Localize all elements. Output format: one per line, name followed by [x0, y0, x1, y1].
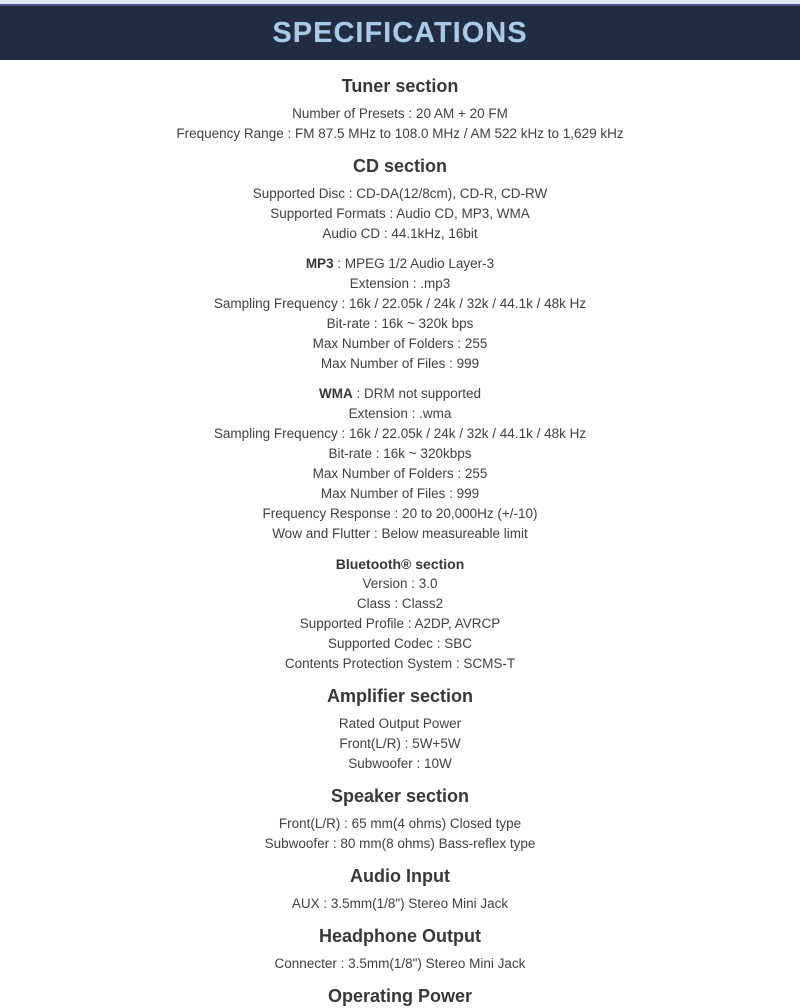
spec-line: Connecter : 3.5mm(1/8") Stereo Mini Jack — [274, 956, 526, 971]
section-heading: Speaker section — [330, 786, 470, 806]
section-heading: Tuner section — [341, 76, 459, 96]
page-header — [0, 0, 800, 60]
spec-line — [0, 254, 800, 274]
spec-line: Extension : .mp3 — [349, 276, 451, 291]
spec-line-text: : DRM not supported — [352, 386, 482, 401]
page-title: SPECIFICATIONS — [272, 16, 528, 49]
spec-line: Rated Output Power — [338, 716, 462, 731]
section-heading: CD section — [352, 156, 448, 176]
spec-line-bold-label: MP3 — [305, 256, 334, 271]
spec-line: Subwoofer : 80 mm(8 ohms) Bass-reflex type — [264, 836, 536, 851]
spec-group — [0, 894, 800, 914]
section-heading: Bluetooth® section — [335, 556, 465, 572]
spec-line: Front(L/R) : 65 mm(4 ohms) Closed type — [278, 816, 522, 831]
spec-line: Max Number of Folders : 255 — [312, 466, 488, 481]
spec-line: Supported Formats : Audio CD, MP3, WMA — [270, 206, 530, 221]
spec-line: Class : Class2 — [356, 596, 444, 611]
spec-line-bold-label: WMA — [318, 386, 353, 401]
section-heading: Operating Power — [327, 986, 473, 1006]
spec-group — [0, 714, 800, 774]
spec-line: Supported Codec : SBC — [327, 636, 473, 651]
spec-group — [0, 574, 800, 674]
spec-line: Audio CD : 44.1kHz, 16bit — [322, 226, 478, 241]
spec-line: Sampling Frequency : 16k / 22.05k / 24k / 32k / 44.1k / 48k Hz — [213, 426, 587, 441]
spec-line: Version : 3.0 — [362, 576, 438, 591]
spec-line: Max Number of Files : 999 — [320, 486, 480, 501]
spec-line: Contents Protection System : SCMS-T — [284, 656, 516, 671]
spec-line: Supported Disc : CD-DA(12/8cm), CD-R, CD-RW — [252, 186, 548, 201]
spec-line: Supported Profile : A2DP, AVRCP — [299, 616, 501, 631]
spec-line: Number of Presets : 20 AM + 20 FM — [292, 106, 508, 121]
spec-line: Bit-rate : 16k ~ 320kbps — [328, 446, 472, 461]
spec-group — [0, 384, 800, 544]
spec-line: Frequency Response : 20 to 20,000Hz (+/-10) — [262, 506, 538, 521]
spec-group — [0, 814, 800, 854]
spec-group — [0, 104, 800, 144]
spec-line: Bit-rate : 16k ~ 320k bps — [326, 316, 474, 331]
section-heading: Audio Input — [350, 866, 450, 886]
spec-line: Front(L/R) : 5W+5W — [339, 736, 461, 751]
spec-line: Max Number of Folders : 255 — [312, 336, 488, 351]
spec-line: Extension : .wma — [348, 406, 452, 421]
spec-line: Max Number of Files : 999 — [320, 356, 480, 371]
section-heading: Amplifier section — [326, 686, 474, 706]
spec-content — [0, 60, 800, 1008]
specifications-banner — [0, 4, 800, 60]
spec-line: Wow and Flutter : Below measureable limit — [272, 526, 528, 541]
spec-group — [0, 954, 800, 974]
section-heading: Headphone Output — [319, 926, 481, 946]
spec-line: Subwoofer : 10W — [348, 756, 452, 771]
spec-line: AUX : 3.5mm(1/8") Stereo Mini Jack — [291, 896, 509, 911]
spec-line-text: : MPEG 1/2 Audio Layer-3 — [333, 256, 495, 271]
spec-line: Frequency Range : FM 87.5 MHz to 108.0 MHz / AM 522 kHz to 1,629 kHz — [176, 126, 624, 141]
spec-group — [0, 254, 800, 374]
spec-group — [0, 184, 800, 244]
spec-line: Sampling Frequency : 16k / 22.05k / 24k / 32k / 44.1k / 48k Hz — [213, 296, 587, 311]
spec-line — [0, 384, 800, 404]
